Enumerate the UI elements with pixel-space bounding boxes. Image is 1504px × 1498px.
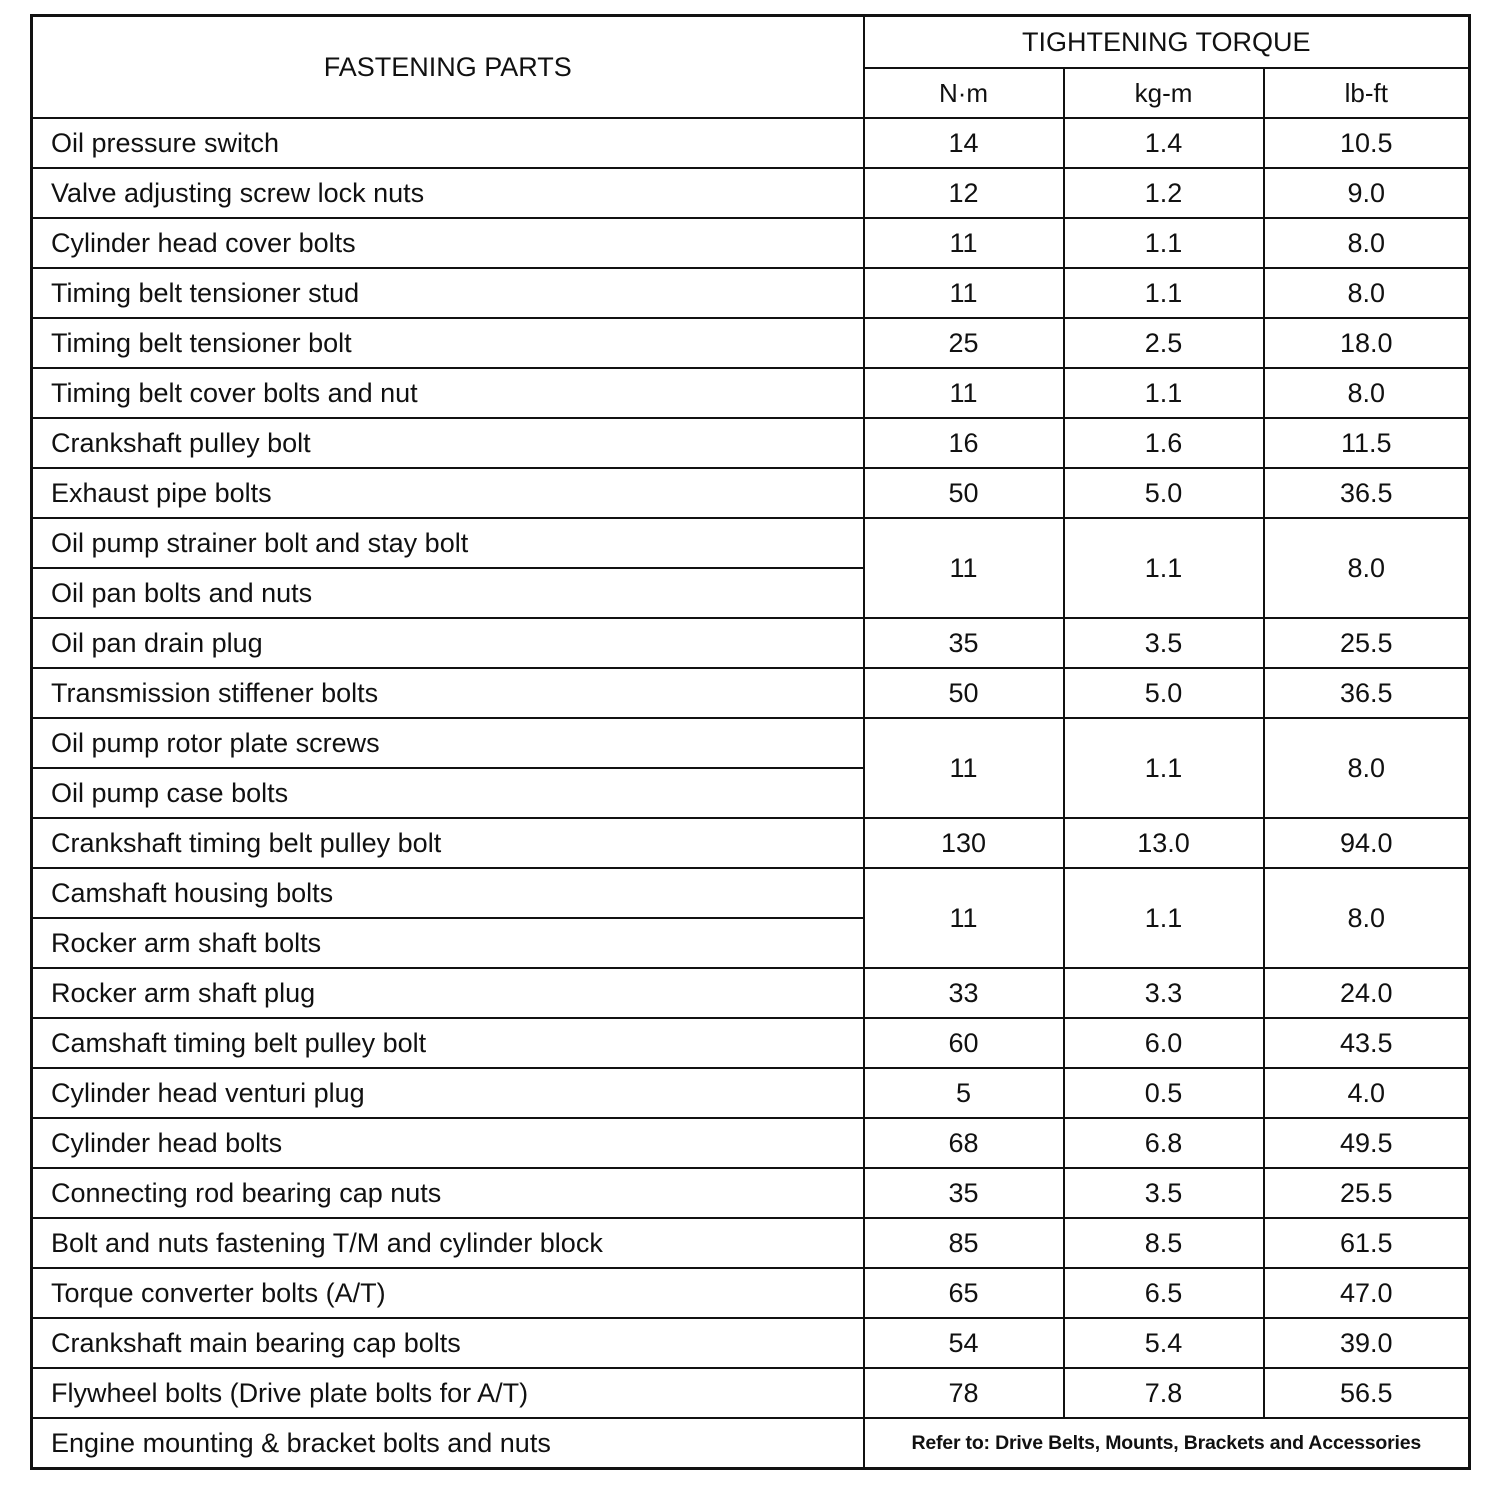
torque-lbft-value: 61.5 xyxy=(1264,1218,1470,1268)
torque-kgm-value: 3.5 xyxy=(1064,1168,1264,1218)
torque-lbft-value: 39.0 xyxy=(1264,1318,1470,1368)
torque-lbft-value: 10.5 xyxy=(1264,118,1470,168)
fastening-part-name: Oil pressure switch xyxy=(32,118,864,168)
table-row xyxy=(32,1318,1470,1368)
unit-header-lbft: lb-ft xyxy=(1264,68,1470,118)
table-row xyxy=(32,1018,1470,1068)
table-row xyxy=(32,118,1470,168)
fastening-part-name: Camshaft timing belt pulley bolt xyxy=(32,1018,864,1068)
fastening-part-name: Valve adjusting screw lock nuts xyxy=(32,168,864,218)
torque-kgm-value: 1.1 xyxy=(1064,218,1264,268)
torque-lbft-value: 8.0 xyxy=(1264,868,1470,968)
torque-nm-value: 130 xyxy=(864,818,1064,868)
table-row xyxy=(32,368,1470,418)
table-row xyxy=(32,718,1470,768)
torque-nm-value: 85 xyxy=(864,1218,1064,1268)
torque-kgm-value: 5.4 xyxy=(1064,1318,1264,1368)
torque-lbft-value: 8.0 xyxy=(1264,368,1470,418)
torque-kgm-value: 6.0 xyxy=(1064,1018,1264,1068)
fastening-part-name: Timing belt tensioner bolt xyxy=(32,318,864,368)
fastening-part-name: Flywheel bolts (Drive plate bolts for A/T) xyxy=(32,1368,864,1418)
torque-kgm-value: 3.5 xyxy=(1064,618,1264,668)
torque-kgm-value: 8.5 xyxy=(1064,1218,1264,1268)
table-row xyxy=(32,1118,1470,1168)
torque-nm-value: 60 xyxy=(864,1018,1064,1068)
torque-kgm-value: 1.1 xyxy=(1064,268,1264,318)
fastening-part-name: Bolt and nuts fastening T/M and cylinder block xyxy=(32,1218,864,1268)
table-row xyxy=(32,1068,1470,1118)
torque-nm-value: 11 xyxy=(864,868,1064,968)
torque-nm-value: 11 xyxy=(864,368,1064,418)
torque-nm-value: 11 xyxy=(864,718,1064,818)
fastening-part-name: Connecting rod bearing cap nuts xyxy=(32,1168,864,1218)
torque-nm-value: 50 xyxy=(864,668,1064,718)
torque-lbft-value: 8.0 xyxy=(1264,218,1470,268)
fastening-part-name: Rocker arm shaft bolts xyxy=(32,918,864,968)
torque-lbft-value: 8.0 xyxy=(1264,518,1470,618)
table-row xyxy=(32,868,1470,918)
fastening-part-name: Oil pump strainer bolt and stay bolt xyxy=(32,518,864,568)
torque-lbft-value: 36.5 xyxy=(1264,668,1470,718)
torque-kgm-value: 1.4 xyxy=(1064,118,1264,168)
unit-header-kgm: kg-m xyxy=(1064,68,1264,118)
fastening-part-name: Crankshaft pulley bolt xyxy=(32,418,864,468)
torque-kgm-value: 7.8 xyxy=(1064,1368,1264,1418)
fastening-part-name: Oil pan drain plug xyxy=(32,618,864,668)
torque-kgm-value: 2.5 xyxy=(1064,318,1264,368)
torque-nm-value: 35 xyxy=(864,1168,1064,1218)
torque-nm-value: 5 xyxy=(864,1068,1064,1118)
tightening-torque-header: TIGHTENING TORQUE xyxy=(864,16,1470,69)
torque-nm-value: 25 xyxy=(864,318,1064,368)
fastening-part-name: Camshaft housing bolts xyxy=(32,868,864,918)
torque-nm-value: 54 xyxy=(864,1318,1064,1368)
unit-header-nm: N·m xyxy=(864,68,1064,118)
torque-lbft-value: 8.0 xyxy=(1264,268,1470,318)
torque-nm-value: 11 xyxy=(864,518,1064,618)
fastening-part-name: Cylinder head bolts xyxy=(32,1118,864,1168)
fastening-part-name: Oil pump case bolts xyxy=(32,768,864,818)
table-row xyxy=(32,1368,1470,1418)
torque-lbft-value: 94.0 xyxy=(1264,818,1470,868)
table-row xyxy=(32,268,1470,318)
table-row xyxy=(32,1418,1470,1469)
fastening-part-name: Torque converter bolts (A/T) xyxy=(32,1268,864,1318)
torque-kgm-value: 1.1 xyxy=(1064,518,1264,618)
torque-kgm-value: 13.0 xyxy=(1064,818,1264,868)
fastening-part-name: Exhaust pipe bolts xyxy=(32,468,864,518)
torque-kgm-value: 1.1 xyxy=(1064,868,1264,968)
torque-nm-value: 78 xyxy=(864,1368,1064,1418)
fastening-part-name: Oil pump rotor plate screws xyxy=(32,718,864,768)
torque-kgm-value: 6.8 xyxy=(1064,1118,1264,1168)
torque-lbft-value: 25.5 xyxy=(1264,618,1470,668)
torque-lbft-value: 9.0 xyxy=(1264,168,1470,218)
torque-lbft-value: 25.5 xyxy=(1264,1168,1470,1218)
torque-nm-value: 65 xyxy=(864,1268,1064,1318)
torque-lbft-value: 47.0 xyxy=(1264,1268,1470,1318)
torque-lbft-value: 43.5 xyxy=(1264,1018,1470,1068)
table-row xyxy=(32,218,1470,268)
torque-kgm-value: 6.5 xyxy=(1064,1268,1264,1318)
fastening-part-name: Engine mounting & bracket bolts and nuts xyxy=(32,1418,864,1469)
torque-kgm-value: 1.2 xyxy=(1064,168,1264,218)
torque-nm-value: 68 xyxy=(864,1118,1064,1168)
fastening-parts-header: FASTENING PARTS xyxy=(32,16,864,119)
table-row xyxy=(32,168,1470,218)
torque-lbft-value: 8.0 xyxy=(1264,718,1470,818)
table-row xyxy=(32,818,1470,868)
torque-nm-value: 50 xyxy=(864,468,1064,518)
fastening-part-name: Crankshaft timing belt pulley bolt xyxy=(32,818,864,868)
torque-kgm-value: 3.3 xyxy=(1064,968,1264,1018)
torque-nm-value: 11 xyxy=(864,268,1064,318)
torque-kgm-value: 1.6 xyxy=(1064,418,1264,468)
fastening-part-name: Timing belt cover bolts and nut xyxy=(32,368,864,418)
table-row xyxy=(32,318,1470,368)
torque-kgm-value: 0.5 xyxy=(1064,1068,1264,1118)
torque-lbft-value: 49.5 xyxy=(1264,1118,1470,1168)
table-row xyxy=(32,518,1470,568)
fastening-part-name: Transmission stiffener bolts xyxy=(32,668,864,718)
torque-lbft-value: 24.0 xyxy=(1264,968,1470,1018)
fastening-part-name: Timing belt tensioner stud xyxy=(32,268,864,318)
table-row xyxy=(32,468,1470,518)
fastening-part-name: Rocker arm shaft plug xyxy=(32,968,864,1018)
torque-nm-value: 14 xyxy=(864,118,1064,168)
torque-kgm-value: 5.0 xyxy=(1064,468,1264,518)
torque-spec-table xyxy=(30,14,1471,1470)
torque-kgm-value: 5.0 xyxy=(1064,668,1264,718)
torque-lbft-value: 4.0 xyxy=(1264,1068,1470,1118)
torque-nm-value: 12 xyxy=(864,168,1064,218)
torque-lbft-value: 56.5 xyxy=(1264,1368,1470,1418)
table-row xyxy=(32,668,1470,718)
torque-kgm-value: 1.1 xyxy=(1064,368,1264,418)
table-row xyxy=(32,1268,1470,1318)
torque-lbft-value: 36.5 xyxy=(1264,468,1470,518)
torque-nm-value: 33 xyxy=(864,968,1064,1018)
table-body xyxy=(32,118,1470,1469)
fastening-part-name: Oil pan bolts and nuts xyxy=(32,568,864,618)
torque-nm-value: 16 xyxy=(864,418,1064,468)
torque-nm-value: 35 xyxy=(864,618,1064,668)
fastening-part-name: Cylinder head cover bolts xyxy=(32,218,864,268)
torque-lbft-value: 11.5 xyxy=(1264,418,1470,468)
table-row xyxy=(32,968,1470,1018)
fastening-part-name: Crankshaft main bearing cap bolts xyxy=(32,1318,864,1368)
table-row xyxy=(32,1218,1470,1268)
table-row xyxy=(32,1168,1470,1218)
table-row xyxy=(32,618,1470,668)
torque-lbft-value: 18.0 xyxy=(1264,318,1470,368)
table-row xyxy=(32,418,1470,468)
fastening-part-name: Cylinder head venturi plug xyxy=(32,1068,864,1118)
torque-kgm-value: 1.1 xyxy=(1064,718,1264,818)
reference-note: Refer to: Drive Belts, Mounts, Brackets and Accessories xyxy=(864,1418,1470,1469)
torque-nm-value: 11 xyxy=(864,218,1064,268)
